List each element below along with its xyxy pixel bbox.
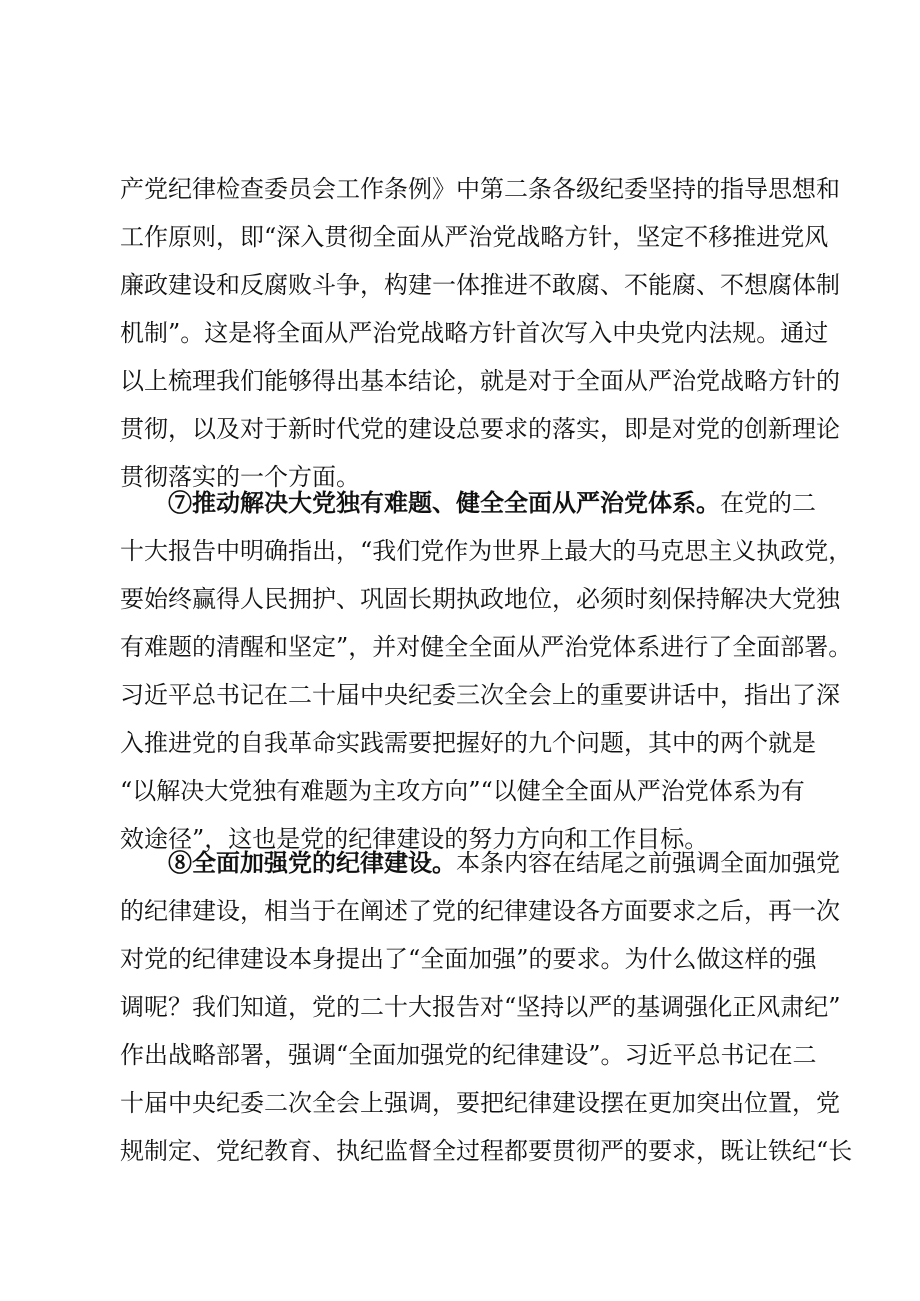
paragraph-line: 规制定、党纪教育、执纪监督全过程都要贯彻严的要求，既让铁纪“长: [120, 1137, 853, 1165]
paragraph-line: 习近平总书记在二十届中央纪委三次全会上的重要讲话中，指出了深: [120, 681, 840, 709]
paragraph-line: 廉政建设和反腐败斗争，构建一体推进不敢腐、不能腐、不想腐体制: [120, 271, 840, 299]
paragraph-1: [120, 165, 840, 501]
paragraph-line: 要始终赢得人民拥护、巩固长期执政地位，必须时刻保持解决大党独: [120, 585, 840, 613]
heading-continuation: 本条内容在结尾之前强调全面加强党: [456, 849, 840, 877]
heading-continuation: 在党的二: [720, 489, 816, 517]
paragraph-line: 作出战略部署，强调“全面加强党的纪律建设”。习近平总书记在二: [120, 1041, 817, 1069]
paragraph-line: 调呢？我们知道，党的二十大报告对“坚持以严的基调强化正风肃纪”: [120, 993, 841, 1021]
paragraph-line: 产党纪律检查委员会工作条例》中第二条各级纪委坚持的指导思想和: [120, 175, 840, 203]
paragraph-line: 机制”。这是将全面从严治党战略方针首次写入中央党内法规。通过: [120, 319, 829, 347]
paragraph-first-line: [120, 839, 840, 887]
paragraph-line: 有难题的清醒和坚定”，并对健全全面从严治党体系进行了全面部署。: [120, 633, 853, 661]
paragraph-first-line: [120, 479, 816, 527]
paragraph-line: 对党的纪律建设本身提出了“全面加强”的要求。为什么做这样的强: [120, 945, 817, 973]
paragraph-line: 贯彻，以及对于新时代党的建设总要求的落实，即是对党的创新理论: [120, 415, 840, 443]
paragraph-line: 十大报告中明确指出，“我们党作为世界上最大的马克思主义执政党，: [120, 537, 853, 565]
paragraph-line: 入推进党的自我革命实践需要把握好的九个问题，其中的两个就是: [120, 729, 816, 757]
section-heading: ⑦推动解决大党独有难题、健全全面从严治党体系。: [168, 488, 720, 517]
paragraph-line: 以上梳理我们能够得出基本结论，就是对于全面从严治党战略方针的: [120, 367, 840, 395]
paragraph-line: 的纪律建设，相当于在阐述了党的纪律建设各方面要求之后，再一次: [120, 897, 840, 925]
paragraph-line: 效途径”，这也是党的纪律建设的努力方向和工作目标。: [120, 825, 709, 853]
section-heading: ⑧全面加强党的纪律建设。: [168, 848, 456, 877]
paragraph-line: “以解决大党独有难题为主攻方向”“以健全全面从严治党体系为有: [120, 777, 805, 805]
paragraph-line: 十届中央纪委二次全会上强调，要把纪律建设摆在更加突出位置，党: [120, 1089, 840, 1117]
paragraph-3: [120, 839, 853, 1175]
paragraph-line: 贯彻落实的一个方面。: [120, 463, 360, 491]
paragraph-line: 工作原则，即“深入贯彻全面从严治党战略方针，坚定不移推进党风: [120, 223, 829, 251]
